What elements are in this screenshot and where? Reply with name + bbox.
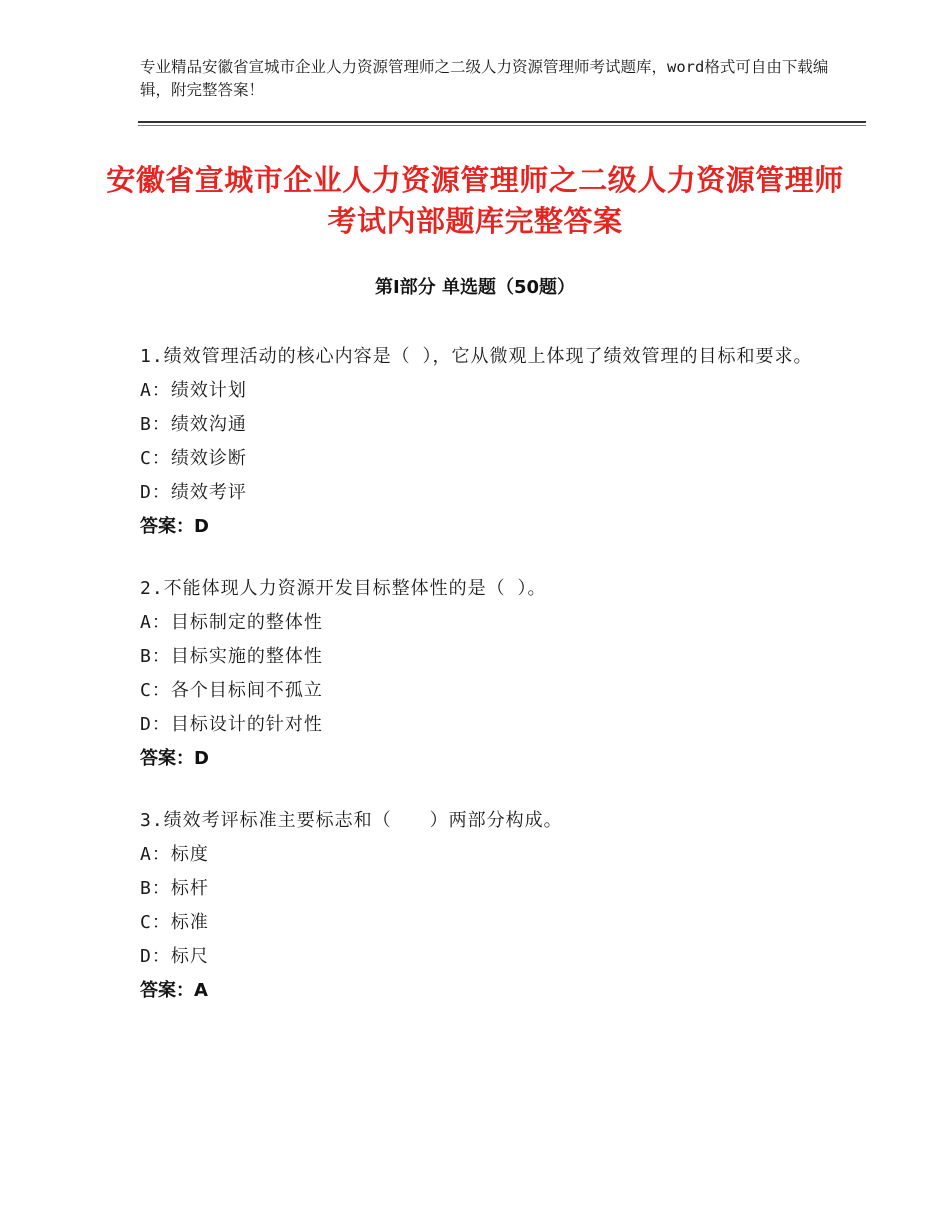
answer: 答案：D <box>140 516 209 537</box>
question-stem: 1.绩效管理活动的核心内容是（ ），它从微观上体现了绩效管理的目标和要求。 <box>140 346 813 367</box>
question-3 <box>140 804 820 1008</box>
option-d: D：绩效考评 <box>140 482 247 503</box>
question-1 <box>140 340 820 544</box>
option-b: B：目标实施的整体性 <box>140 646 323 667</box>
question-2 <box>140 572 820 776</box>
option-c: C：标准 <box>140 912 209 933</box>
option-d: D：标尺 <box>140 946 209 967</box>
question-stem: 3.绩效考评标准主要标志和（ ）两部分构成。 <box>140 810 563 831</box>
option-d: D：目标设计的针对性 <box>140 714 323 735</box>
question-stem: 2.不能体现人力资源开发目标整体性的是（ ）。 <box>140 578 547 599</box>
header-divider-thick <box>138 121 866 123</box>
header-divider-thin <box>138 125 866 126</box>
section-heading: 第Ⅰ部分 单选题（50题） <box>374 277 575 298</box>
question-list <box>140 340 820 1036</box>
option-a: A：绩效计划 <box>140 380 247 401</box>
option-a: A：目标制定的整体性 <box>140 612 323 633</box>
option-b: B：绩效沟通 <box>140 414 247 435</box>
option-c: C：各个目标间不孤立 <box>140 680 323 701</box>
answer: 答案：D <box>140 748 209 769</box>
header-note: 专业精品安徽省宣城市企业人力资源管理师之二级人力资源管理师考试题库，word格式可自由下载编辑，附完整答案！ <box>140 58 829 99</box>
document-title: 安徽省宣城市企业人力资源管理师之二级人力资源管理师考试内部题库完整答案 <box>106 163 844 238</box>
option-a: A：标度 <box>140 844 209 865</box>
option-c: C：绩效诊断 <box>140 448 247 469</box>
option-b: B：标杆 <box>140 878 209 899</box>
answer: 答案：A <box>140 980 208 1001</box>
